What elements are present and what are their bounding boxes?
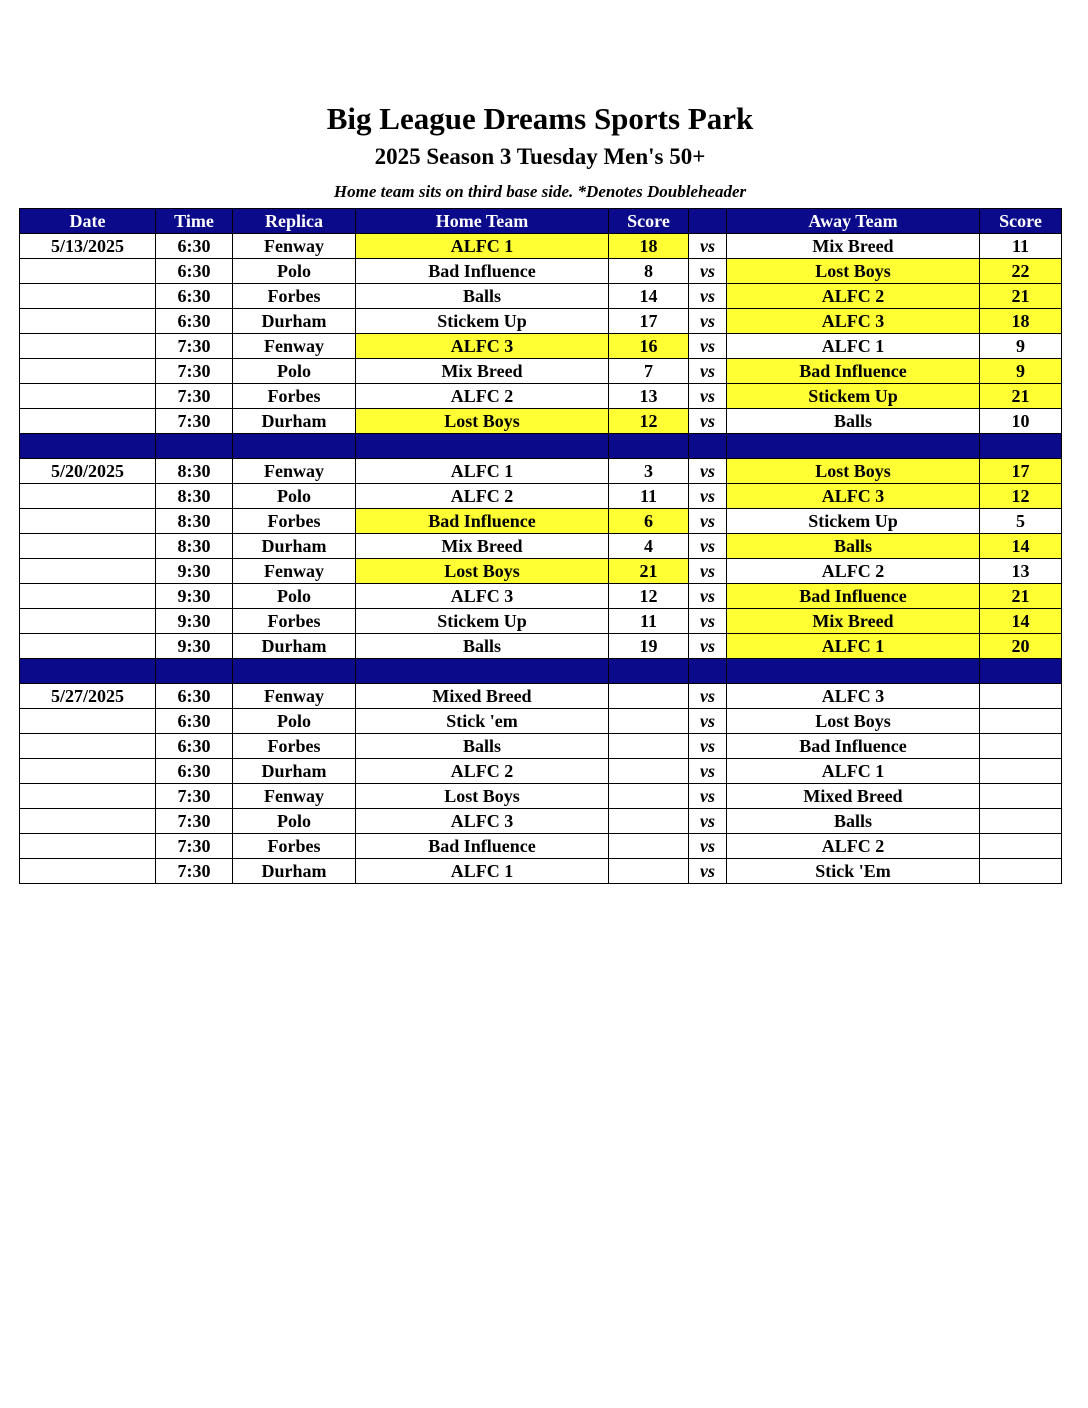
table-row bbox=[20, 809, 1062, 834]
replica-cell: Forbes bbox=[233, 284, 356, 309]
away-team-cell: Balls bbox=[727, 409, 980, 434]
away-team-cell: ALFC 3 bbox=[727, 684, 980, 709]
vs-cell: vs bbox=[689, 534, 727, 559]
home-team-cell: Lost Boys bbox=[356, 409, 609, 434]
home-team-cell: Lost Boys bbox=[356, 559, 609, 584]
date-cell bbox=[20, 534, 156, 559]
away-score-cell bbox=[980, 834, 1062, 859]
table-row bbox=[20, 784, 1062, 809]
away-team-cell: ALFC 2 bbox=[727, 834, 980, 859]
date-cell bbox=[20, 259, 156, 284]
vs-cell: vs bbox=[689, 609, 727, 634]
table-row bbox=[20, 334, 1062, 359]
away-team-cell: Mix Breed bbox=[727, 609, 980, 634]
time-cell: 6:30 bbox=[156, 709, 233, 734]
vs-cell: vs bbox=[689, 459, 727, 484]
time-cell: 6:30 bbox=[156, 259, 233, 284]
vs-cell: vs bbox=[689, 334, 727, 359]
replica-cell: Polo bbox=[233, 584, 356, 609]
time-cell: 8:30 bbox=[156, 484, 233, 509]
time-cell: 7:30 bbox=[156, 409, 233, 434]
time-cell: 9:30 bbox=[156, 559, 233, 584]
home-score-cell bbox=[609, 734, 689, 759]
away-score-cell: 12 bbox=[980, 484, 1062, 509]
table-row bbox=[20, 684, 1062, 709]
vs-cell: vs bbox=[689, 484, 727, 509]
replica-cell: Forbes bbox=[233, 509, 356, 534]
away-team-cell: Bad Influence bbox=[727, 734, 980, 759]
home-score-cell: 19 bbox=[609, 634, 689, 659]
home-score-cell bbox=[609, 709, 689, 734]
vs-cell: vs bbox=[689, 859, 727, 884]
home-score-cell bbox=[609, 784, 689, 809]
time-cell: 7:30 bbox=[156, 809, 233, 834]
date-cell: 5/13/2025 bbox=[20, 234, 156, 259]
replica-cell: Forbes bbox=[233, 834, 356, 859]
time-cell: 7:30 bbox=[156, 334, 233, 359]
home-team-cell: Stickem Up bbox=[356, 309, 609, 334]
date-cell bbox=[20, 584, 156, 609]
time-cell: 6:30 bbox=[156, 284, 233, 309]
schedule-body bbox=[20, 234, 1062, 884]
away-team-cell: Mix Breed bbox=[727, 234, 980, 259]
table-row bbox=[20, 859, 1062, 884]
time-cell: 7:30 bbox=[156, 859, 233, 884]
replica-cell: Durham bbox=[233, 534, 356, 559]
separator-cell bbox=[727, 434, 980, 459]
date-cell bbox=[20, 409, 156, 434]
replica-cell: Durham bbox=[233, 409, 356, 434]
replica-cell: Durham bbox=[233, 309, 356, 334]
home-team-cell: Mix Breed bbox=[356, 359, 609, 384]
date-cell bbox=[20, 509, 156, 534]
vs-cell: vs bbox=[689, 509, 727, 534]
home-score-cell: 6 bbox=[609, 509, 689, 534]
home-team-cell: Bad Influence bbox=[356, 509, 609, 534]
away-score-cell: 9 bbox=[980, 334, 1062, 359]
vs-cell: vs bbox=[689, 584, 727, 609]
table-row bbox=[20, 284, 1062, 309]
separator-cell bbox=[356, 659, 609, 684]
vs-cell: vs bbox=[689, 784, 727, 809]
away-score-cell bbox=[980, 859, 1062, 884]
table-row bbox=[20, 534, 1062, 559]
date-cell bbox=[20, 384, 156, 409]
home-team-cell: ALFC 3 bbox=[356, 584, 609, 609]
home-score-cell bbox=[609, 759, 689, 784]
time-cell: 7:30 bbox=[156, 359, 233, 384]
week-separator-row bbox=[20, 659, 1062, 684]
time-cell: 7:30 bbox=[156, 834, 233, 859]
time-cell: 8:30 bbox=[156, 534, 233, 559]
home-score-cell: 8 bbox=[609, 259, 689, 284]
away-team-cell: Balls bbox=[727, 809, 980, 834]
home-team-cell: ALFC 1 bbox=[356, 234, 609, 259]
home-score-cell: 18 bbox=[609, 234, 689, 259]
date-cell: 5/27/2025 bbox=[20, 684, 156, 709]
table-row bbox=[20, 359, 1062, 384]
replica-cell: Polo bbox=[233, 484, 356, 509]
away-score-cell bbox=[980, 759, 1062, 784]
home-team-cell: ALFC 3 bbox=[356, 334, 609, 359]
away-score-cell bbox=[980, 684, 1062, 709]
home-team-cell: Balls bbox=[356, 634, 609, 659]
time-cell: 6:30 bbox=[156, 734, 233, 759]
home-score-cell: 17 bbox=[609, 309, 689, 334]
date-cell bbox=[20, 484, 156, 509]
away-team-cell: Bad Influence bbox=[727, 359, 980, 384]
column-header-replica: Replica bbox=[233, 209, 356, 234]
home-team-cell: ALFC 2 bbox=[356, 759, 609, 784]
date-cell bbox=[20, 784, 156, 809]
time-cell: 8:30 bbox=[156, 459, 233, 484]
away-score-cell bbox=[980, 809, 1062, 834]
away-score-cell: 20 bbox=[980, 634, 1062, 659]
time-cell: 6:30 bbox=[156, 759, 233, 784]
table-row bbox=[20, 584, 1062, 609]
replica-cell: Durham bbox=[233, 759, 356, 784]
column-header-vs bbox=[689, 209, 727, 234]
separator-cell bbox=[609, 434, 689, 459]
away-score-cell: 22 bbox=[980, 259, 1062, 284]
vs-cell: vs bbox=[689, 684, 727, 709]
away-team-cell: Balls bbox=[727, 534, 980, 559]
separator-cell bbox=[609, 659, 689, 684]
date-cell bbox=[20, 284, 156, 309]
vs-cell: vs bbox=[689, 709, 727, 734]
home-score-cell: 13 bbox=[609, 384, 689, 409]
table-row bbox=[20, 734, 1062, 759]
home-team-cell: ALFC 3 bbox=[356, 809, 609, 834]
vs-cell: vs bbox=[689, 409, 727, 434]
replica-cell: Durham bbox=[233, 859, 356, 884]
page-subtitle: 2025 Season 3 Tuesday Men's 50+ bbox=[374, 144, 706, 169]
schedule-table bbox=[19, 208, 1062, 884]
away-team-cell: ALFC 1 bbox=[727, 334, 980, 359]
table-row bbox=[20, 709, 1062, 734]
away-score-cell bbox=[980, 784, 1062, 809]
header-row bbox=[20, 209, 1062, 234]
table-row bbox=[20, 509, 1062, 534]
date-cell bbox=[20, 859, 156, 884]
away-score-cell: 9 bbox=[980, 359, 1062, 384]
vs-cell: vs bbox=[689, 834, 727, 859]
date-cell: 5/20/2025 bbox=[20, 459, 156, 484]
home-team-cell: Balls bbox=[356, 284, 609, 309]
date-cell bbox=[20, 759, 156, 784]
vs-cell: vs bbox=[689, 759, 727, 784]
date-cell bbox=[20, 334, 156, 359]
home-team-cell: Mixed Breed bbox=[356, 684, 609, 709]
column-header-home-team: Home Team bbox=[356, 209, 609, 234]
column-header-away-score: Score bbox=[980, 209, 1062, 234]
date-cell bbox=[20, 359, 156, 384]
separator-cell bbox=[689, 434, 727, 459]
replica-cell: Forbes bbox=[233, 384, 356, 409]
away-team-cell: ALFC 3 bbox=[727, 309, 980, 334]
home-score-cell: 21 bbox=[609, 559, 689, 584]
away-score-cell: 14 bbox=[980, 534, 1062, 559]
vs-cell: vs bbox=[689, 634, 727, 659]
table-row bbox=[20, 609, 1062, 634]
column-header-date: Date bbox=[20, 209, 156, 234]
vs-cell: vs bbox=[689, 284, 727, 309]
away-score-cell: 5 bbox=[980, 509, 1062, 534]
home-score-cell: 11 bbox=[609, 484, 689, 509]
separator-cell bbox=[156, 434, 233, 459]
away-team-cell: Bad Influence bbox=[727, 584, 980, 609]
time-cell: 6:30 bbox=[156, 234, 233, 259]
table-row bbox=[20, 459, 1062, 484]
table-row bbox=[20, 634, 1062, 659]
vs-cell: vs bbox=[689, 384, 727, 409]
vs-cell: vs bbox=[689, 309, 727, 334]
home-score-cell bbox=[609, 859, 689, 884]
column-header-home-score: Score bbox=[609, 209, 689, 234]
replica-cell: Polo bbox=[233, 259, 356, 284]
vs-cell: vs bbox=[689, 734, 727, 759]
away-score-cell: 18 bbox=[980, 309, 1062, 334]
away-team-cell: Stickem Up bbox=[727, 384, 980, 409]
away-score-cell: 21 bbox=[980, 584, 1062, 609]
time-cell: 6:30 bbox=[156, 684, 233, 709]
away-score-cell: 14 bbox=[980, 609, 1062, 634]
vs-cell: vs bbox=[689, 559, 727, 584]
home-team-cell: Bad Influence bbox=[356, 834, 609, 859]
away-team-cell: Lost Boys bbox=[727, 459, 980, 484]
date-cell bbox=[20, 834, 156, 859]
away-score-cell: 21 bbox=[980, 284, 1062, 309]
separator-cell bbox=[727, 659, 980, 684]
time-cell: 9:30 bbox=[156, 584, 233, 609]
home-score-cell: 16 bbox=[609, 334, 689, 359]
home-team-cell: ALFC 1 bbox=[356, 459, 609, 484]
away-team-cell: ALFC 2 bbox=[727, 559, 980, 584]
separator-cell bbox=[689, 659, 727, 684]
away-team-cell: Stickem Up bbox=[727, 509, 980, 534]
separator-cell bbox=[233, 659, 356, 684]
home-score-cell bbox=[609, 809, 689, 834]
replica-cell: Durham bbox=[233, 634, 356, 659]
date-cell bbox=[20, 809, 156, 834]
column-header-time: Time bbox=[156, 209, 233, 234]
replica-cell: Fenway bbox=[233, 559, 356, 584]
table-row bbox=[20, 259, 1062, 284]
time-cell: 9:30 bbox=[156, 609, 233, 634]
home-team-cell: Lost Boys bbox=[356, 784, 609, 809]
time-cell: 7:30 bbox=[156, 384, 233, 409]
time-cell: 8:30 bbox=[156, 509, 233, 534]
away-score-cell: 13 bbox=[980, 559, 1062, 584]
home-score-cell: 11 bbox=[609, 609, 689, 634]
replica-cell: Fenway bbox=[233, 234, 356, 259]
away-team-cell: Lost Boys bbox=[727, 259, 980, 284]
table-row bbox=[20, 759, 1062, 784]
replica-cell: Fenway bbox=[233, 784, 356, 809]
home-score-cell: 7 bbox=[609, 359, 689, 384]
time-cell: 9:30 bbox=[156, 634, 233, 659]
replica-cell: Forbes bbox=[233, 734, 356, 759]
away-score-cell: 11 bbox=[980, 234, 1062, 259]
table-row bbox=[20, 234, 1062, 259]
separator-cell bbox=[156, 659, 233, 684]
time-cell: 6:30 bbox=[156, 309, 233, 334]
away-team-cell: ALFC 1 bbox=[727, 634, 980, 659]
vs-cell: vs bbox=[689, 809, 727, 834]
date-cell bbox=[20, 309, 156, 334]
home-team-cell: Stickem Up bbox=[356, 609, 609, 634]
away-team-cell: Lost Boys bbox=[727, 709, 980, 734]
home-team-cell: ALFC 2 bbox=[356, 384, 609, 409]
separator-cell bbox=[20, 434, 156, 459]
away-score-cell: 10 bbox=[980, 409, 1062, 434]
date-cell bbox=[20, 559, 156, 584]
table-row bbox=[20, 484, 1062, 509]
home-team-cell: ALFC 1 bbox=[356, 859, 609, 884]
separator-cell bbox=[233, 434, 356, 459]
vs-cell: vs bbox=[689, 359, 727, 384]
home-score-cell bbox=[609, 834, 689, 859]
table-row bbox=[20, 384, 1062, 409]
table-row bbox=[20, 559, 1062, 584]
replica-cell: Polo bbox=[233, 359, 356, 384]
table-row bbox=[20, 309, 1062, 334]
replica-cell: Forbes bbox=[233, 609, 356, 634]
separator-cell bbox=[20, 659, 156, 684]
replica-cell: Polo bbox=[233, 809, 356, 834]
replica-cell: Fenway bbox=[233, 334, 356, 359]
schedule-note: Home team sits on third base side. *Denotes Doubleheader bbox=[333, 182, 747, 201]
replica-cell: Fenway bbox=[233, 459, 356, 484]
column-header-away-team: Away Team bbox=[727, 209, 980, 234]
home-team-cell: Balls bbox=[356, 734, 609, 759]
away-team-cell: ALFC 1 bbox=[727, 759, 980, 784]
page-title: Big League Dreams Sports Park bbox=[326, 101, 754, 136]
date-cell bbox=[20, 634, 156, 659]
away-score-cell: 21 bbox=[980, 384, 1062, 409]
home-team-cell: ALFC 2 bbox=[356, 484, 609, 509]
date-cell bbox=[20, 609, 156, 634]
away-team-cell: ALFC 3 bbox=[727, 484, 980, 509]
time-cell: 7:30 bbox=[156, 784, 233, 809]
home-score-cell: 4 bbox=[609, 534, 689, 559]
away-score-cell: 17 bbox=[980, 459, 1062, 484]
away-score-cell bbox=[980, 709, 1062, 734]
vs-cell: vs bbox=[689, 234, 727, 259]
table-row bbox=[20, 409, 1062, 434]
replica-cell: Polo bbox=[233, 709, 356, 734]
replica-cell: Fenway bbox=[233, 684, 356, 709]
away-team-cell: Stick 'Em bbox=[727, 859, 980, 884]
home-team-cell: Mix Breed bbox=[356, 534, 609, 559]
separator-cell bbox=[356, 434, 609, 459]
vs-cell: vs bbox=[689, 259, 727, 284]
away-team-cell: Mixed Breed bbox=[727, 784, 980, 809]
away-team-cell: ALFC 2 bbox=[727, 284, 980, 309]
home-score-cell: 12 bbox=[609, 409, 689, 434]
date-cell bbox=[20, 734, 156, 759]
home-team-cell: Stick 'em bbox=[356, 709, 609, 734]
away-score-cell bbox=[980, 734, 1062, 759]
home-team-cell: Bad Influence bbox=[356, 259, 609, 284]
week-separator-row bbox=[20, 434, 1062, 459]
date-cell bbox=[20, 709, 156, 734]
home-score-cell: 12 bbox=[609, 584, 689, 609]
table-row bbox=[20, 834, 1062, 859]
home-score-cell: 14 bbox=[609, 284, 689, 309]
separator-cell bbox=[980, 659, 1062, 684]
separator-cell bbox=[980, 434, 1062, 459]
home-score-cell: 3 bbox=[609, 459, 689, 484]
home-score-cell bbox=[609, 684, 689, 709]
